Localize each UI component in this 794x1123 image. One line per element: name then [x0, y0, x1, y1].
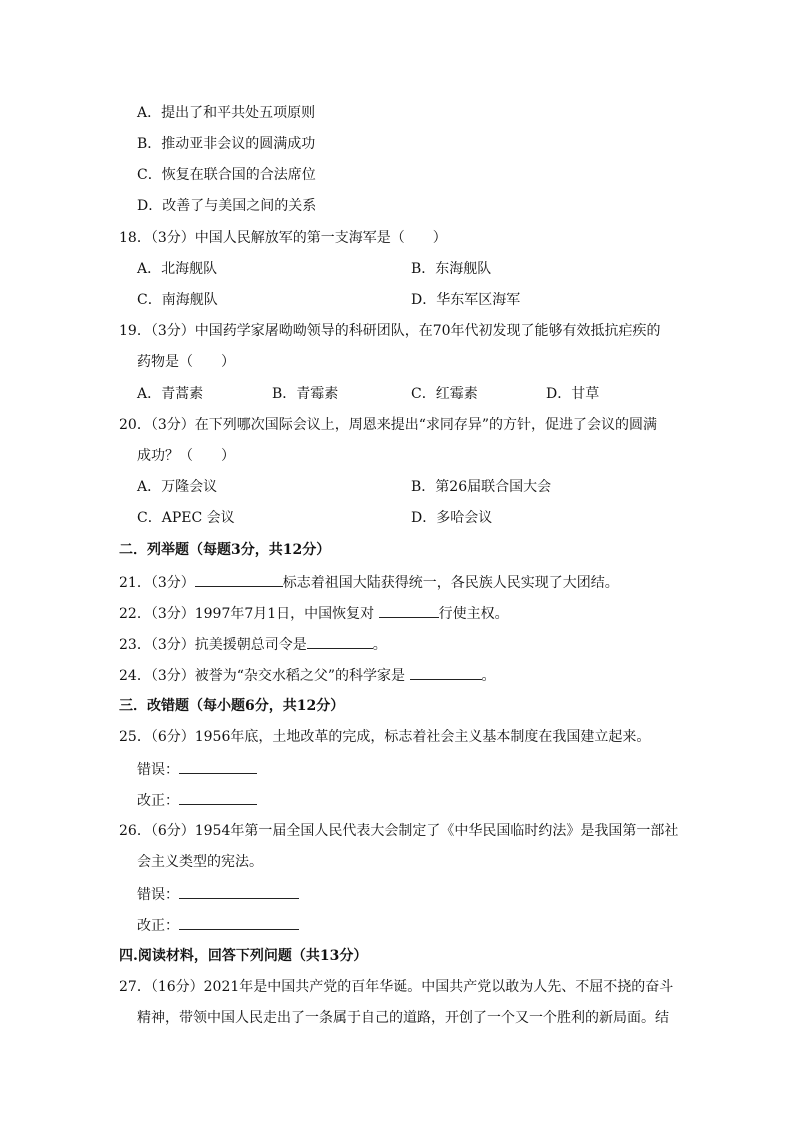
section-2-title: 二．列举题（每题3分，共12分） — [119, 542, 331, 558]
q17-option-a: A．提出了和平共处五项原则 — [137, 105, 316, 121]
q24-answer-blank[interactable] — [410, 665, 482, 680]
section-4-title: 四.阅读材料，回答下列问题（共13分） — [119, 948, 368, 964]
q26-error-row — [137, 884, 299, 904]
q19-stem-line1: 19．（3分）中国药学家屠呦呦领导的科研团队，在70年代初发现了能够有效抵抗疟疾的 — [119, 323, 661, 339]
section-3-title: 三．改错题（每小题6分，共12分） — [119, 698, 345, 714]
q25-error-label: 错误： — [137, 762, 179, 778]
q21 — [119, 572, 619, 592]
q20-option-a: A．万隆会议 — [137, 479, 218, 495]
q26-stem-line2: 会主义类型的宪法。 — [137, 854, 263, 870]
q23 — [119, 634, 387, 654]
q20-option-d: D．多哈会议 — [411, 510, 493, 526]
q19-option-d: D．甘草 — [546, 386, 600, 402]
q26-error-label: 错误： — [137, 887, 179, 903]
q18-option-d: D．华东军区海军 — [411, 292, 521, 308]
q21-suffix: 标志着祖国大陆获得统一，各民族人民实现了大团结。 — [282, 575, 619, 591]
q27-line1: 27．（16分）2021年是中国共产党的百年华诞。中国共产党以敢为人先、不屈不挠的奋斗 — [119, 979, 674, 995]
q17-option-c: C．恢复在联合国的合法席位 — [137, 167, 316, 183]
q23-suffix: 。 — [372, 637, 387, 653]
q22-answer-blank[interactable] — [379, 603, 439, 618]
q23-answer-blank[interactable] — [307, 634, 373, 649]
q21-answer-blank[interactable] — [195, 572, 283, 587]
q19-option-a: A．青蒿素 — [137, 386, 204, 402]
q26-fix-label: 改正： — [137, 918, 179, 934]
q20-option-c: C．APEC 会议 — [137, 510, 235, 526]
q26-stem-line1: 26．（6分）1954年第一届全国人民代表大会制定了《中华民国临时约法》是我国第一部社 — [119, 823, 679, 839]
q27-line2: 精神，带领中国人民走出了一条属于自己的道路，开创了一个又一个胜利的新局面。结 — [137, 1010, 669, 1026]
q24 — [119, 665, 496, 685]
q25-error-blank[interactable] — [179, 759, 257, 774]
q25-error-row — [137, 759, 257, 779]
q17-option-b: B．推动亚非会议的圆满成功 — [137, 136, 316, 152]
q18-option-a: A．北海舰队 — [137, 261, 218, 277]
q26-fix-blank[interactable] — [179, 915, 299, 930]
q20-stem-line1: 20．（3分）在下列哪次国际会议上，周恩来提出“求同存异”的方针，促进了会议的圆满 — [119, 417, 658, 433]
q25-fix-label: 改正： — [137, 793, 179, 809]
q25-stem: 25．（6分）1956年底，土地改革的完成，标志着社会主义基本制度在我国建立起来。 — [119, 729, 651, 745]
q22-prefix: 22．（3分）1997年7月1日，中国恢复对 — [119, 606, 379, 622]
q24-suffix: 。 — [481, 668, 496, 684]
q20-stem-line2: 成功？（ ） — [137, 448, 235, 464]
q22-suffix: 行使主权。 — [438, 606, 509, 622]
q17-option-d: D．改善了与美国之间的关系 — [137, 198, 317, 214]
q19-option-b: B．青霉素 — [272, 386, 339, 402]
q25-fix-row — [137, 790, 257, 810]
q26-fix-row — [137, 915, 299, 935]
q24-prefix: 24．（3分）被誉为“杂交水稻之父”的科学家是 — [119, 668, 410, 684]
q26-error-blank[interactable] — [179, 884, 299, 899]
q18-option-b: B．东海舰队 — [411, 261, 492, 277]
q23-prefix: 23．（3分）抗美援朝总司令是 — [119, 637, 307, 653]
q20-option-b: B．第26届联合国大会 — [411, 479, 552, 495]
q18-stem: 18．（3分）中国人民解放军的第一支海军是（ ） — [119, 230, 447, 246]
q25-fix-blank[interactable] — [179, 790, 257, 805]
q22 — [119, 603, 509, 623]
q21-prefix: 21．（3分） — [119, 575, 195, 591]
q19-option-c: C．红霉素 — [411, 386, 478, 402]
q18-option-c: C．南海舰队 — [137, 292, 218, 308]
q19-stem-line2: 药物是（ ） — [137, 354, 235, 370]
